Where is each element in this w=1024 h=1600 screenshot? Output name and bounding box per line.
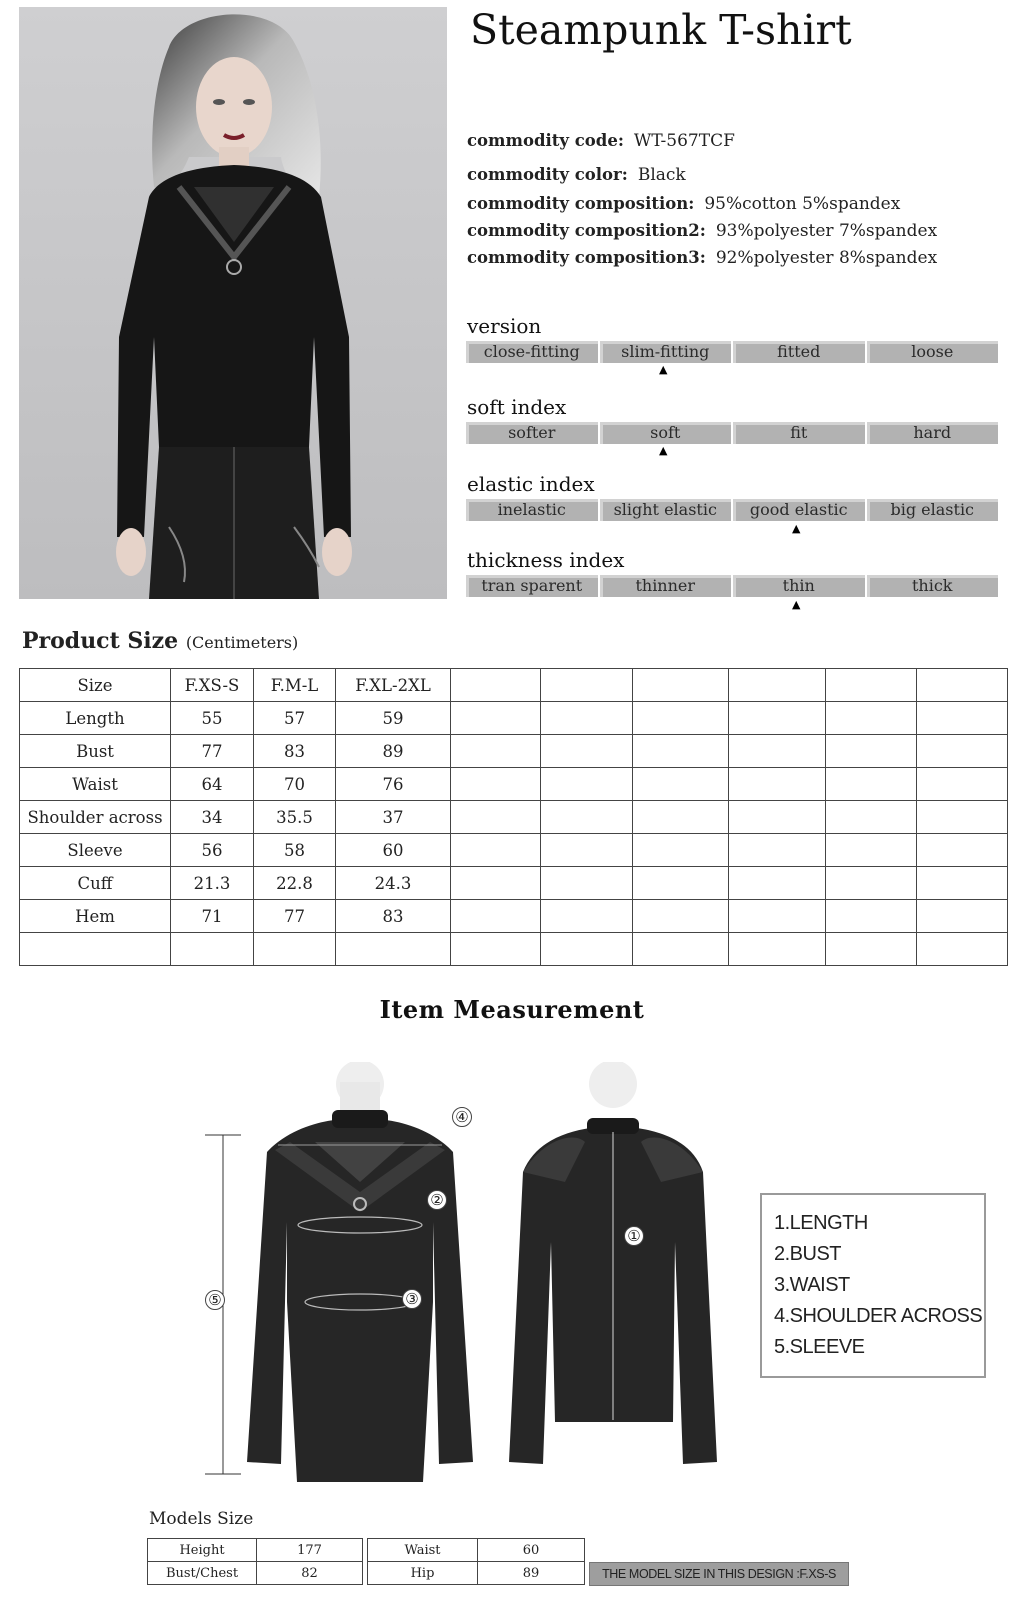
empty-cell [633, 735, 729, 768]
table-cell: 76 [336, 768, 451, 801]
model-measure-value: 82 [257, 1562, 363, 1585]
table-cell: 70 [254, 768, 336, 801]
table-cell: 60 [336, 834, 451, 867]
empty-cell [917, 900, 1008, 933]
empty-cell [917, 834, 1008, 867]
spec-label: commodity composition: [467, 194, 695, 213]
empty-cell [826, 933, 917, 966]
version-option: loose [867, 341, 999, 363]
elastic-index-bar [466, 499, 998, 521]
back-garment [505, 1062, 720, 1489]
empty-cell [729, 735, 826, 768]
soft-index-option: softer [466, 422, 598, 444]
empty-cell [451, 669, 541, 702]
empty-cell [917, 801, 1008, 834]
model-measure-label: Waist [368, 1539, 478, 1562]
triangle-up-icon: ▲ [792, 522, 801, 535]
empty-cell [826, 900, 917, 933]
models-size-title: Models Size [149, 1509, 254, 1529]
empty-cell [826, 768, 917, 801]
empty-cell [729, 933, 826, 966]
table-cell: 37 [336, 801, 451, 834]
thickness-index-option: thin [733, 575, 865, 597]
table-row [368, 1539, 585, 1562]
table-cell: 35.5 [254, 801, 336, 834]
empty-cell [541, 900, 633, 933]
legend-item: 3.WAIST [774, 1274, 850, 1296]
front-garment [205, 1062, 475, 1489]
empty-cell [826, 867, 917, 900]
thickness-index-option: tran sparent [466, 575, 598, 597]
table-cell: 56 [171, 834, 254, 867]
elastic-index-option: slight elastic [600, 499, 732, 521]
triangle-up-icon: ▲ [792, 598, 801, 611]
empty-cell [451, 900, 541, 933]
marker-3: ③ [402, 1289, 422, 1309]
version-option: close-fitting [466, 341, 598, 363]
table-header-cell: F.M-L [254, 669, 336, 702]
spec-row [467, 248, 937, 268]
empty-cell [826, 702, 917, 735]
soft-index-option: soft [600, 422, 732, 444]
elastic-index-option: good elastic [733, 499, 865, 521]
legend-item: 1.LENGTH [774, 1212, 868, 1234]
empty-cell [826, 834, 917, 867]
empty-cell [917, 933, 1008, 966]
elastic-index-title: elastic index [467, 472, 595, 496]
empty-cell [917, 669, 1008, 702]
legend-item: 5.SLEEVE [774, 1336, 865, 1358]
empty-cell [729, 867, 826, 900]
empty-cell [826, 735, 917, 768]
empty-cell [451, 867, 541, 900]
product-size-title [22, 628, 298, 654]
marker-4: ④ [452, 1107, 472, 1127]
model-measure-label: Height [148, 1539, 257, 1562]
measurement-legend [760, 1193, 986, 1378]
table-header-row [20, 669, 1008, 702]
models-size-table-left [147, 1538, 363, 1585]
spec-value: Black [637, 165, 686, 185]
empty-cell [917, 702, 1008, 735]
empty-cell [20, 933, 171, 966]
empty-cell [633, 834, 729, 867]
empty-cell [633, 702, 729, 735]
spec-label: commodity composition2: [467, 221, 706, 240]
table-row [148, 1562, 363, 1585]
version-option: fitted [733, 341, 865, 363]
row-label: Cuff [20, 867, 171, 900]
spec-value: 93%polyester 7%spandex [715, 221, 938, 241]
table-row [20, 834, 1008, 867]
item-measurement-title: Item Measurement [379, 995, 645, 1024]
elastic-index-option: inelastic [466, 499, 598, 521]
row-label: Sleeve [20, 834, 171, 867]
marker-5: ⑤ [205, 1290, 225, 1310]
row-label: Bust [20, 735, 171, 768]
soft-index-option: hard [867, 422, 999, 444]
table-cell: 55 [171, 702, 254, 735]
empty-cell [826, 801, 917, 834]
empty-cell [917, 735, 1008, 768]
table-cell: 22.8 [254, 867, 336, 900]
empty-cell [729, 801, 826, 834]
table-cell: 89 [336, 735, 451, 768]
empty-cell [633, 669, 729, 702]
spec-label: commodity code: [467, 131, 624, 150]
empty-cell [541, 933, 633, 966]
product-title: Steampunk T-shirt [470, 6, 852, 54]
triangle-up-icon: ▲ [659, 444, 668, 457]
empty-cell [451, 834, 541, 867]
empty-cell [826, 669, 917, 702]
table-cell: 57 [254, 702, 336, 735]
table-cell: 83 [254, 735, 336, 768]
table-row [20, 735, 1008, 768]
table-row [368, 1562, 585, 1585]
empty-cell [171, 933, 254, 966]
spec-value: 95%cotton 5%spandex [704, 194, 901, 214]
empty-cell [633, 900, 729, 933]
thickness-index-option: thick [867, 575, 999, 597]
soft-index-bar [466, 422, 998, 444]
table-cell: 64 [171, 768, 254, 801]
table-cell: 77 [171, 735, 254, 768]
table-cell: 58 [254, 834, 336, 867]
empty-cell [917, 867, 1008, 900]
spec-label: commodity composition3: [467, 248, 706, 267]
spec-row [467, 221, 937, 241]
empty-cell [541, 702, 633, 735]
model-measure-label: Hip [368, 1562, 478, 1585]
spec-value: 92%polyester 8%spandex [715, 248, 938, 268]
empty-cell [917, 768, 1008, 801]
empty-cell [451, 768, 541, 801]
spec-row [467, 131, 735, 151]
model-measure-value: 60 [478, 1539, 585, 1562]
empty-cell [254, 933, 336, 966]
version-option: slim-fitting [600, 341, 732, 363]
empty-cell [729, 900, 826, 933]
legend-item: 2.BUST [774, 1243, 842, 1265]
tshirt-front-icon [205, 1062, 475, 1489]
model-photo-icon [19, 7, 447, 599]
empty-cell [451, 933, 541, 966]
tshirt-back-icon [505, 1062, 720, 1489]
table-header-cell: F.XS-S [171, 669, 254, 702]
spec-row [467, 165, 686, 185]
thickness-index-option: thinner [600, 575, 732, 597]
table-cell: 24.3 [336, 867, 451, 900]
empty-cell [451, 735, 541, 768]
empty-cell [336, 933, 451, 966]
row-label: Length [20, 702, 171, 735]
table-row [148, 1539, 363, 1562]
table-header-cell: Size [20, 669, 171, 702]
version-title: version [467, 314, 542, 338]
spec-value: WT-567TCF [633, 131, 735, 151]
elastic-index-option: big elastic [867, 499, 999, 521]
empty-cell [729, 702, 826, 735]
soft-index-title: soft index [467, 395, 567, 419]
empty-cell [729, 669, 826, 702]
size-table [19, 668, 1008, 966]
triangle-up-icon: ▲ [659, 363, 668, 376]
marker-1: ① [624, 1226, 644, 1246]
row-label: Hem [20, 900, 171, 933]
empty-cell [541, 834, 633, 867]
table-cell: 34 [171, 801, 254, 834]
table-header-cell: F.XL-2XL [336, 669, 451, 702]
empty-cell [729, 834, 826, 867]
empty-cell [541, 867, 633, 900]
table-row [20, 801, 1008, 834]
models-size-table-right [367, 1538, 585, 1585]
table-row [20, 933, 1008, 966]
empty-cell [541, 768, 633, 801]
version-bar [466, 341, 998, 363]
empty-cell [541, 669, 633, 702]
thickness-index-bar [466, 575, 998, 597]
empty-cell [633, 801, 729, 834]
table-cell: 77 [254, 900, 336, 933]
model-measure-value: 89 [478, 1562, 585, 1585]
empty-cell [633, 933, 729, 966]
empty-cell [451, 702, 541, 735]
empty-cell [541, 735, 633, 768]
table-cell: 59 [336, 702, 451, 735]
soft-index-option: fit [733, 422, 865, 444]
product-size-label: Product Size [22, 628, 179, 654]
model-measure-label: Bust/Chest [148, 1562, 257, 1585]
spec-label: commodity color: [467, 165, 628, 184]
model-measure-value: 177 [257, 1539, 363, 1562]
spec-row [467, 194, 900, 214]
table-row [20, 768, 1008, 801]
model-size-note: THE MODEL SIZE IN THIS DESIGN :F.XS-S [589, 1562, 849, 1586]
table-cell: 83 [336, 900, 451, 933]
table-row [20, 867, 1008, 900]
marker-2: ② [427, 1190, 447, 1210]
product-size-unit: (Centimeters) [185, 633, 299, 652]
table-cell: 71 [171, 900, 254, 933]
empty-cell [451, 801, 541, 834]
row-label: Shoulder across [20, 801, 171, 834]
empty-cell [729, 768, 826, 801]
empty-cell [541, 801, 633, 834]
model-photo [19, 7, 447, 599]
table-row [20, 900, 1008, 933]
thickness-index-title: thickness index [467, 548, 625, 572]
table-row [20, 702, 1008, 735]
table-cell: 21.3 [171, 867, 254, 900]
empty-cell [633, 768, 729, 801]
empty-cell [633, 867, 729, 900]
legend-item: 4.SHOULDER ACROSS [774, 1305, 983, 1327]
row-label: Waist [20, 768, 171, 801]
